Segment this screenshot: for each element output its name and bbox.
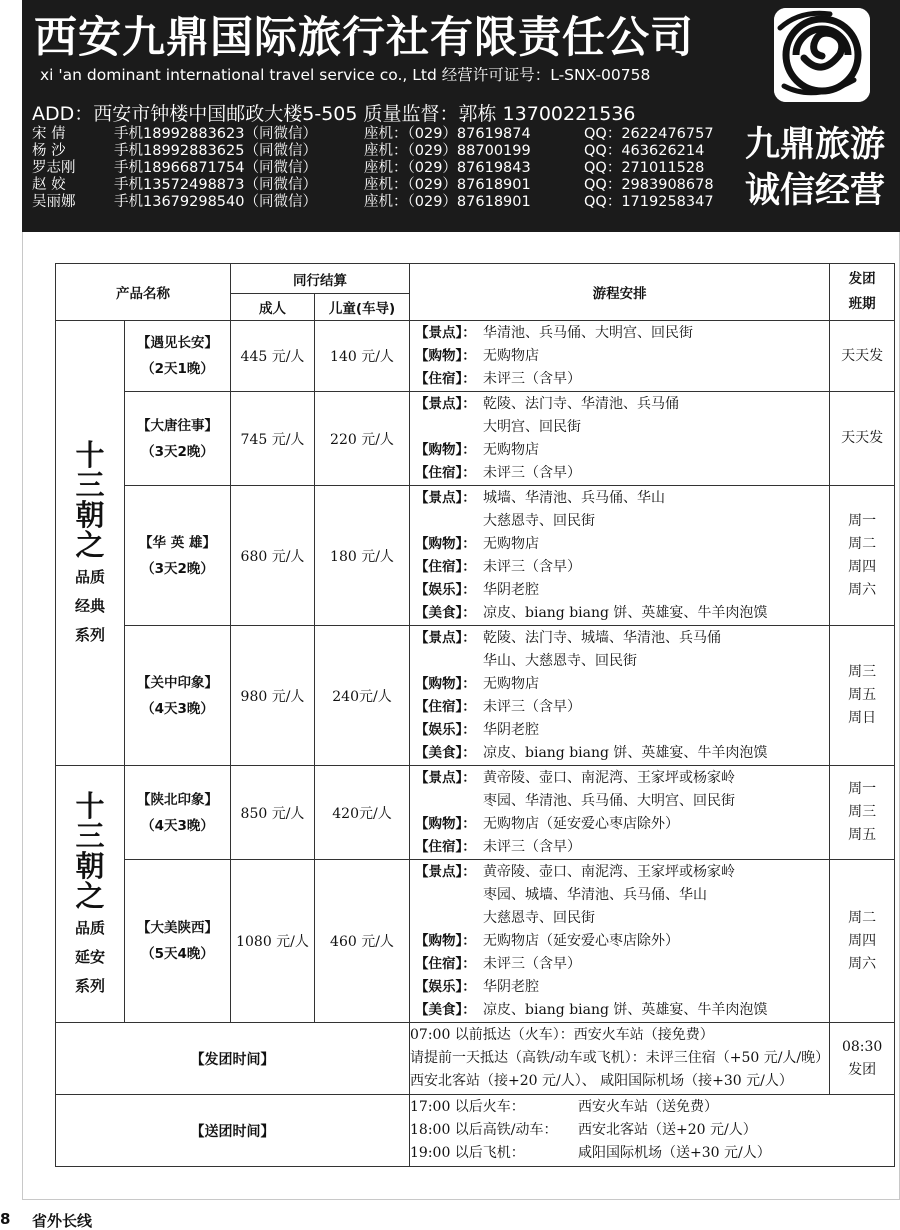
departure-day: 周三 (848, 804, 877, 820)
itinerary-line (415, 439, 829, 462)
contact-qq: QQ：2983908678 (584, 177, 714, 193)
contact-name: 杨 沙 (32, 143, 66, 159)
return-label: 【送团时间】 (56, 1095, 410, 1167)
itinerary-line (415, 556, 829, 579)
contact-landline: 座机：（029）88700199 (364, 143, 531, 159)
itinerary-line (415, 930, 829, 953)
product-duration: （2天1晚） (141, 361, 214, 377)
itinerary-label: 【景点】： (415, 324, 476, 341)
adult-price: 980 元/人 (231, 626, 315, 766)
product-name-cell (125, 860, 231, 1023)
departure-day: 周六 (848, 955, 877, 972)
departure-label: 【发团时间】 (56, 1023, 410, 1095)
itinerary-line (415, 719, 829, 742)
itinerary-label: 【娱乐】： (415, 721, 476, 738)
itinerary-line (415, 345, 829, 368)
itinerary-line (415, 790, 829, 813)
itinerary-label: 【住宿】： (415, 955, 476, 972)
child-price: 220 元/人 (315, 392, 410, 486)
itinerary-line (415, 579, 829, 602)
product-name: 【关中印象】 (137, 674, 218, 691)
itinerary-label: 【住宿】： (415, 698, 476, 715)
contact-mobile: 手机18992883623（同微信） (114, 126, 317, 142)
itinerary-line (415, 884, 829, 907)
series-subtitle-line: 系列 (74, 976, 105, 995)
header-adult: 成人 (231, 294, 315, 321)
itinerary-cell (410, 626, 830, 766)
product-duration: （4天3晚） (141, 700, 214, 717)
product-name: 【大美陕西】 (137, 920, 218, 936)
departure-day: 周一 (848, 781, 877, 797)
itinerary-text: 无购物店（延安爱心枣店除外） (483, 932, 679, 949)
itinerary-cell (410, 392, 830, 486)
itinerary-label: 【景点】： (415, 629, 476, 646)
product-name-cell (125, 392, 231, 486)
itinerary-line (415, 368, 829, 391)
table-row (56, 860, 895, 1023)
itinerary-text: 凉皮、biang biang 饼、英雄宴、牛羊肉泡馍 (483, 1001, 768, 1018)
series-title-char: 三 (75, 818, 105, 853)
product-name: 【陕北印象】 (137, 791, 218, 808)
departure-days-cell (830, 626, 895, 766)
departure-time-row (56, 1023, 895, 1095)
departure-day: 周六 (848, 581, 877, 598)
itinerary-text: 无购物店 (483, 347, 539, 364)
return-time: 18:00 以后高铁/动车： (410, 1122, 558, 1138)
return-time: 19:00 以后飞机： (410, 1145, 525, 1161)
company-name: 西安九鼎国际旅行社有限责任公司 (34, 13, 694, 63)
table-row (56, 766, 895, 860)
itinerary-text: 乾陵、法门寺、华清池、兵马俑 (483, 395, 679, 412)
departure-days-cell (830, 321, 895, 392)
product-name: 【华 英 雄】 (139, 534, 216, 551)
itinerary-label: 【美食】： (415, 744, 476, 761)
series-title-char: 朝 (75, 848, 105, 883)
child-price: 140 元/人 (315, 321, 410, 392)
departure-day: 周二 (848, 535, 877, 552)
departure-day: 周四 (848, 932, 877, 949)
contact-landline: 座机：（029）87618901 (364, 194, 531, 210)
itinerary-line (415, 953, 829, 976)
departure-days-cell (830, 486, 895, 626)
contact-qq: QQ：271011528 (584, 160, 705, 176)
contact-name: 赵 姣 (32, 177, 66, 193)
itinerary-text: 黄帝陵、壶口、南泥湾、王家坪或杨家岭 (483, 863, 735, 880)
return-place: 咸阳国际机场（送+30 元/人） (578, 1145, 771, 1161)
series-subtitle (56, 566, 124, 647)
header-departure-line: 班期 (848, 296, 876, 312)
itinerary-text: 城墙、华清池、兵马俑、华山 (483, 489, 665, 506)
series-subtitle-line: 经典 (74, 596, 105, 615)
contact-landline: 座机：（029）87619843 (364, 160, 531, 176)
product-name: 【遇见长安】 (137, 335, 218, 351)
return-line (410, 1142, 894, 1165)
product-name-cell (125, 626, 231, 766)
itinerary-line (415, 393, 829, 416)
departure-details (410, 1023, 830, 1095)
itinerary-text: 未评三（含早） (483, 838, 581, 855)
itinerary-line (415, 673, 829, 696)
series-subtitle-line: 延安 (74, 947, 105, 966)
itinerary-label: 【住宿】： (415, 838, 476, 855)
header-settlement: 同行结算 (231, 264, 410, 294)
itinerary-label: 【景点】： (415, 769, 476, 786)
itinerary-line (415, 602, 829, 625)
itinerary-text: 华阴老腔 (483, 581, 539, 598)
return-line (410, 1096, 894, 1119)
departure-time-line: 发团 (848, 1061, 877, 1078)
itinerary-lines (410, 487, 829, 625)
return-place: 西安北客站（送+20 元/人） (578, 1122, 757, 1138)
contact-qq: QQ：1719258347 (584, 194, 714, 210)
departure-day: 周三 (848, 664, 877, 680)
series-title-char: 之 (75, 878, 105, 913)
itinerary-text: 未评三（含早） (483, 558, 581, 575)
itinerary-label: 【景点】： (415, 863, 476, 880)
itinerary-line (415, 533, 829, 556)
child-price: 460 元/人 (315, 860, 410, 1023)
itinerary-text: 华阴老腔 (483, 721, 539, 738)
itinerary-lines (410, 767, 829, 859)
itinerary-lines (410, 393, 829, 485)
product-duration: （3天2晚） (141, 560, 214, 577)
itinerary-line (415, 999, 829, 1022)
itinerary-text: 未评三（含早） (483, 370, 581, 387)
return-time: 17:00 以后火车： (410, 1099, 525, 1115)
itinerary-line (415, 487, 829, 510)
itinerary-line (415, 696, 829, 719)
page-number: 8 (0, 1210, 11, 1228)
itinerary-text: 大慈恩寺、回民街 (483, 909, 595, 926)
adult-price: 1080 元/人 (231, 860, 315, 1023)
departure-day: 天天发 (841, 430, 884, 446)
itinerary-text: 无购物店 (483, 675, 539, 692)
product-name-cell (125, 321, 231, 392)
itinerary-text: 乾陵、法门寺、城墙、华清池、兵马俑 (483, 629, 721, 646)
child-price: 180 元/人 (315, 486, 410, 626)
itinerary-label: 【购物】： (415, 347, 476, 364)
itinerary-text: 未评三（含早） (483, 464, 581, 481)
series-cell (56, 766, 125, 1023)
itinerary-cell (410, 486, 830, 626)
departure-day: 周二 (848, 909, 877, 926)
departure-days-cell (830, 392, 895, 486)
itinerary-line (415, 627, 829, 650)
itinerary-line (415, 907, 829, 930)
itinerary-label: 【娱乐】： (415, 978, 476, 995)
itinerary-line (415, 813, 829, 836)
itinerary-line (415, 650, 829, 673)
itinerary-text: 凉皮、biang biang 饼、英雄宴、牛羊肉泡馍 (483, 744, 768, 761)
adult-price: 850 元/人 (231, 766, 315, 860)
departure-day: 周五 (848, 687, 877, 703)
itinerary-label: 【购物】： (415, 535, 476, 552)
return-line (410, 1119, 894, 1142)
itinerary-label: 【住宿】： (415, 464, 476, 481)
header-product: 产品名称 (56, 264, 231, 321)
itinerary-text: 未评三（含早） (483, 698, 581, 715)
itinerary-text: 未评三（含早） (483, 955, 581, 972)
departure-line: 西安北客站（接+20 元/人）、 咸阳国际机场（接+30 元/人） (410, 1073, 793, 1089)
itinerary-text: 凉皮、biang biang 饼、英雄宴、牛羊肉泡馍 (483, 604, 768, 621)
header-child: 儿童(车导) (315, 294, 410, 321)
series-title-char: 三 (75, 467, 105, 502)
itinerary-text: 枣园、华清池、兵马俑、大明宫、回民街 (483, 792, 735, 809)
table-row (56, 321, 895, 392)
itinerary-label: 【美食】： (415, 604, 476, 621)
product-name-cell (125, 766, 231, 860)
table-row (56, 486, 895, 626)
itinerary-text: 华山、大慈恩寺、回民街 (483, 652, 637, 669)
adult-price: 680 元/人 (231, 486, 315, 626)
series-subtitle-line: 品质 (74, 567, 105, 586)
itinerary-line (415, 742, 829, 765)
return-place: 西安火车站（送免费） (578, 1099, 718, 1115)
departure-day: 周日 (848, 710, 877, 726)
itinerary-text: 大慈恩寺、回民街 (483, 512, 595, 529)
itinerary-label: 【景点】： (415, 395, 476, 412)
contact-mobile: 手机18966871754（同微信） (114, 160, 317, 176)
table-row (56, 392, 895, 486)
header-departure-line: 发团 (848, 271, 876, 287)
contact-mobile: 手机13679298540（同微信） (114, 194, 317, 210)
departure-days-cell (830, 860, 895, 1023)
contact-landline: 座机：（029）87619874 (364, 126, 531, 142)
table-header-row (56, 264, 895, 294)
itinerary-label: 【购物】： (415, 441, 476, 458)
header-departure (830, 264, 895, 321)
product-duration: （4天3晚） (141, 817, 214, 834)
itinerary-label: 【购物】： (415, 815, 476, 832)
itinerary-text: 华阴老腔 (483, 978, 539, 995)
series-subtitle-line: 系列 (74, 625, 105, 644)
departure-line: 请提前一天抵达（高铁/动车或飞机）：未评三住宿（+50 元/人/晚） (410, 1050, 830, 1066)
itinerary-line (415, 510, 829, 533)
itinerary-text: 枣园、城墙、华清池、兵马俑、华山 (483, 886, 707, 903)
contact-mobile: 手机18992883625（同微信） (114, 143, 317, 159)
itinerary-line (415, 462, 829, 485)
itinerary-label: 【娱乐】： (415, 581, 476, 598)
swirl-logo-icon (774, 8, 870, 102)
child-price: 240元/人 (315, 626, 410, 766)
departure-day: 周一 (848, 512, 877, 529)
itinerary-label: 【住宿】： (415, 558, 476, 575)
itinerary-text: 无购物店 (483, 441, 539, 458)
product-name-cell (125, 486, 231, 626)
company-header (22, 0, 900, 232)
adult-price: 745 元/人 (231, 392, 315, 486)
itinerary-line (415, 836, 829, 859)
contact-name: 吴丽娜 (32, 194, 76, 210)
adult-price: 445 元/人 (231, 321, 315, 392)
itinerary-label: 【美食】： (415, 1001, 476, 1018)
itinerary-text: 华清池、兵马俑、大明宫、回民街 (483, 324, 693, 341)
itinerary-label: 【购物】： (415, 932, 476, 949)
itinerary-line (415, 861, 829, 884)
departure-line: 07:00 以前抵达（火车）：西安火车站（接免费） (410, 1027, 714, 1043)
itinerary-cell (410, 860, 830, 1023)
product-duration: （3天2晚） (141, 443, 214, 460)
departure-days-cell (830, 766, 895, 860)
itinerary-text: 无购物店 (483, 535, 539, 552)
series-title-char: 十 (75, 437, 105, 472)
series-cell (56, 321, 125, 766)
product-name: 【大唐往事】 (137, 417, 218, 434)
departure-time-line: 08:30 (841, 1038, 883, 1055)
slogan-line-2: 诚信经营 (744, 171, 885, 211)
series-title-char: 朝 (75, 497, 105, 532)
itinerary-text: 黄帝陵、壶口、南泥湾、王家坪或杨家岭 (483, 769, 735, 786)
itinerary-label: 【住宿】： (415, 370, 476, 387)
itinerary-cell (410, 321, 830, 392)
contact-qq: QQ：2622476757 (584, 126, 714, 142)
section-title: 省外长线 (32, 1212, 93, 1230)
itinerary-table (55, 263, 895, 1167)
departure-day: 天天发 (841, 347, 884, 364)
itinerary-lines (410, 861, 829, 1022)
return-time-row (56, 1095, 895, 1167)
header-itinerary: 游程安排 (410, 264, 830, 321)
slogan-line-1: 九鼎旅游 (744, 125, 885, 165)
itinerary-lines (410, 322, 829, 391)
slogan (734, 122, 896, 214)
contact-name: 罗志刚 (32, 160, 76, 176)
product-duration: （5天4晚） (141, 946, 214, 962)
departure-day: 周四 (848, 558, 877, 575)
table-row (56, 626, 895, 766)
itinerary-line (415, 767, 829, 790)
itinerary-text: 大明宫、回民街 (483, 418, 581, 435)
contact-mobile: 手机13572498873（同微信） (114, 177, 317, 193)
itinerary-cell (410, 766, 830, 860)
company-english-name: xi 'an dominant international travel service co., Ltd 经营许可证号：L-SNX-00758 (40, 66, 651, 84)
series-title-char: 十 (75, 788, 105, 823)
series-subtitle-line: 品质 (74, 918, 105, 937)
return-details (410, 1095, 895, 1167)
child-price: 420元/人 (315, 766, 410, 860)
contact-qq: QQ：463626214 (584, 143, 705, 159)
series-title-char: 之 (75, 527, 105, 562)
itinerary-lines (410, 627, 829, 765)
itinerary-text: 无购物店（延安爱心枣店除外） (483, 815, 679, 832)
itinerary-line (415, 322, 829, 345)
departure-time (830, 1023, 895, 1095)
itinerary-label: 【购物】： (415, 675, 476, 692)
contact-landline: 座机：（029）87618901 (364, 177, 531, 193)
itinerary-label: 【景点】： (415, 489, 476, 506)
contact-name: 宋 倩 (32, 126, 66, 142)
address-line: ADD：西安市钟楼中国邮政大楼5-505 质量监督：郭栋 13700221536 (32, 103, 636, 125)
itinerary-line (415, 416, 829, 439)
departure-day: 周五 (848, 827, 877, 843)
itinerary-line (415, 976, 829, 999)
series-subtitle (56, 917, 124, 998)
